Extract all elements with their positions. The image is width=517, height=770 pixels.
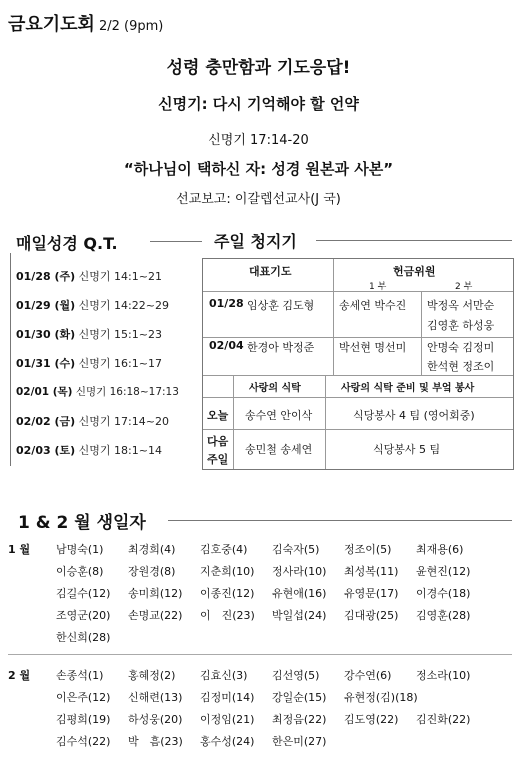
birthday-person: 최재용(6)	[416, 543, 464, 556]
birthday-person: 한신희(28)	[56, 631, 111, 644]
offering-part2: 김영훈 하성웅	[427, 319, 495, 332]
birthday-person: 김도영(22)	[344, 713, 399, 726]
birthday-person: 한은미(27)	[272, 735, 327, 748]
duty-title: 주일 청지기	[210, 229, 301, 252]
birthday-person: 하성웅(20)	[128, 713, 183, 726]
birthday-person: 김평희(19)	[56, 713, 111, 726]
offering-part2: 안명숙 김정미	[427, 341, 495, 354]
birthday-person: 신해련(13)	[128, 691, 183, 704]
qt-date: 02/01 (목)	[16, 386, 73, 398]
part2-header: 2 부	[455, 282, 473, 292]
birthday-person: 장원경(8)	[128, 565, 176, 578]
qt-item	[16, 384, 179, 399]
meal-header: 사랑의 식탁	[249, 383, 301, 394]
offering-part2: 박정옥 서만순	[427, 299, 495, 312]
sermon-subtitle: “하나님이 택하신 자: 성경 원본과 사본”	[123, 160, 394, 178]
prayer-names: 한경아 박정준	[247, 341, 315, 354]
mission-report: 선교보고: 이갈렙선교사(J 국)	[176, 192, 341, 207]
prayer-header: 대표기도	[249, 265, 292, 278]
birthday-person: 유현정(김)(18)	[344, 691, 418, 704]
next-prep: 식당봉사 5 팀	[373, 443, 441, 456]
qt-ref: 신명기 15:1~23	[78, 328, 162, 341]
divider	[333, 259, 334, 375]
birthday-person: 김호중(4)	[200, 543, 248, 556]
birthday-person: 정소라(10)	[416, 669, 471, 682]
duty-date: 02/04	[209, 339, 244, 352]
birthday-person: 유영문(17)	[344, 587, 399, 600]
birthday-person: 김수석(22)	[56, 735, 111, 748]
divider	[150, 241, 202, 242]
birthday-person: 이 진(23)	[200, 609, 255, 622]
qt-item	[16, 442, 162, 458]
qt-date: 02/03 (토)	[16, 444, 76, 457]
duty-date: 01/28	[209, 297, 244, 310]
qt-date: 01/31 (수)	[16, 357, 76, 370]
birthday-title: 1 & 2 월 생일자	[18, 513, 146, 533]
qt-ref: 신명기 16:1~17	[78, 357, 162, 370]
qt-ref: 신명기 14:1~21	[78, 270, 162, 283]
birthday-person: 김진화(22)	[416, 713, 471, 726]
birthday-person: 최정음(22)	[272, 713, 327, 726]
offering-header: 헌금위원	[393, 265, 436, 278]
qt-title: 매일성경 Q.T.	[16, 234, 118, 253]
birthday-person: 유현애(16)	[272, 587, 327, 600]
birthday-person: 이종진(12)	[200, 587, 255, 600]
page-title	[8, 10, 163, 36]
divider	[325, 375, 326, 469]
birthday-person: 이은주(12)	[56, 691, 111, 704]
birthday-person: 최성복(11)	[344, 565, 399, 578]
divider	[233, 375, 234, 469]
birthday-person: 김선영(5)	[272, 669, 320, 682]
birthday-person: 김영훈(28)	[416, 609, 471, 622]
qt-ref: 신명기 18:1~14	[78, 444, 162, 457]
birthday-person: 지춘희(10)	[200, 565, 255, 578]
qt-item	[16, 268, 162, 284]
birthday-person: 강수연(6)	[344, 669, 392, 682]
offering-part2: 한석현 정조이	[427, 360, 495, 373]
next-label: 다음	[207, 435, 229, 448]
divider	[203, 375, 513, 376]
divider	[316, 240, 512, 241]
meal-prep-header: 사랑의 식탁 준비 및 부엌 봉사	[341, 383, 475, 394]
qt-date: 02/02 (금)	[16, 415, 76, 428]
month-label: 1 월	[8, 543, 31, 556]
birthday-person: 강일순(15)	[272, 691, 327, 704]
divider	[203, 337, 513, 338]
birthday-person: 박 흠(23)	[128, 735, 183, 748]
next-meal: 송민철 송세연	[245, 443, 313, 456]
birthday-person: 김효신(3)	[200, 669, 248, 682]
birthday-person: 정조이(5)	[344, 543, 392, 556]
birthday-person: 최경희(4)	[128, 543, 176, 556]
divider	[8, 654, 512, 655]
birthday-person: 윤현진(12)	[416, 565, 471, 578]
divider	[168, 520, 512, 521]
birthday-person: 송미희(12)	[128, 587, 183, 600]
part1-header: 1 부	[369, 282, 387, 292]
qt-ref: 신명기 14:22~29	[78, 299, 169, 312]
birthday-person: 김숙자(5)	[272, 543, 320, 556]
qt-item	[16, 297, 169, 313]
offering-part1: 송세연 박수진	[339, 299, 407, 312]
birthday-person: 김대광(25)	[344, 609, 399, 622]
qt-date: 01/28 (주)	[16, 270, 76, 283]
prayer-names: 임상훈 김도형	[247, 299, 315, 312]
qt-ref: 신명기 17:14~20	[78, 415, 169, 428]
offering-part1: 박선현 명선미	[339, 341, 407, 354]
birthday-person: 홍혜정(2)	[128, 669, 176, 682]
duty-table	[202, 258, 514, 470]
service-title: 금요기도회	[8, 14, 95, 35]
today-prep: 식당봉사 4 팀 (영어회중)	[353, 409, 475, 422]
birthday-person: 이승훈(8)	[56, 565, 104, 578]
birthday-person: 김정미(14)	[200, 691, 255, 704]
birthday-person: 홍수성(24)	[200, 735, 255, 748]
qt-item	[16, 413, 169, 429]
divider	[421, 291, 422, 375]
qt-date: 01/29 (월)	[16, 299, 76, 312]
birthday-person: 김길수(12)	[56, 587, 111, 600]
birthday-person: 손종석(1)	[56, 669, 104, 682]
birthday-person: 이경수(18)	[416, 587, 471, 600]
divider	[203, 429, 513, 430]
sermon-reference: 신명기 17:14-20	[208, 133, 309, 148]
month-label: 2 월	[8, 669, 31, 682]
divider	[203, 397, 513, 398]
service-date: 2/2 (9pm)	[98, 19, 164, 34]
today-meal: 송수연 안이삭	[245, 409, 313, 422]
birthday-person: 박일섭(24)	[272, 609, 327, 622]
birthday-person: 남명숙(1)	[56, 543, 104, 556]
qt-item	[16, 326, 162, 342]
next-label: 주일	[207, 453, 229, 466]
divider	[10, 253, 11, 466]
birthday-person: 조영군(20)	[56, 609, 111, 622]
today-label: 오늘	[207, 409, 229, 422]
birthday-person: 이정임(21)	[200, 713, 255, 726]
birthday-person: 정사라(10)	[272, 565, 327, 578]
birthday-person: 손명교(22)	[128, 609, 183, 622]
qt-item	[16, 355, 162, 371]
qt-date: 01/30 (화)	[16, 328, 76, 341]
sermon-title: 신명기: 다시 기억해야 할 언약	[158, 95, 359, 113]
headline: 성령 충만함과 기도응답!	[166, 58, 351, 78]
qt-ref: 신명기 16:18~17:13	[75, 386, 179, 398]
